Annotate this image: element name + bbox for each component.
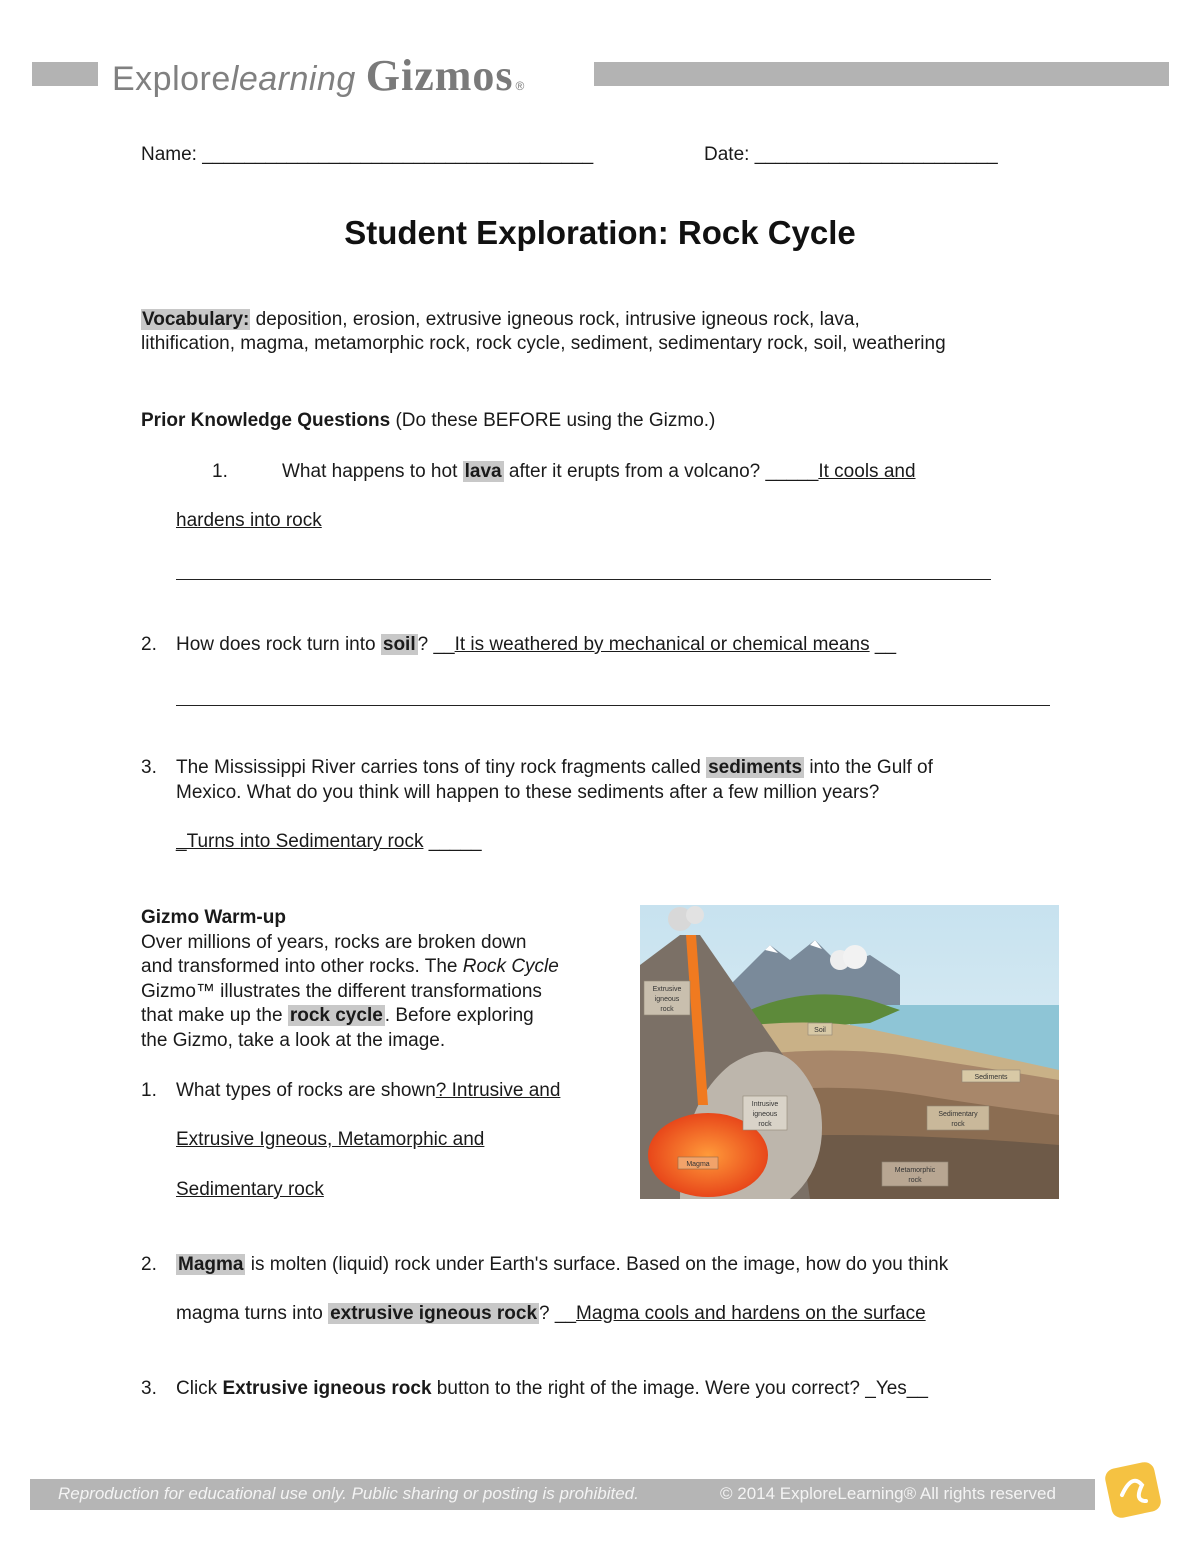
label-sedimentary-2: rock (951, 1121, 965, 1128)
warmup-para-2 (141, 954, 559, 979)
label-sediments-text: Sediments (974, 1074, 1008, 1081)
label-metamorphic-1: Metamorphic (894, 1167, 936, 1174)
prior-knowledge-heading (141, 408, 715, 433)
brand-logo (112, 50, 524, 98)
prior-q2-pre: How does rock turn into (176, 634, 381, 655)
warmup-para-4c: . Before exploring (384, 1005, 534, 1026)
prior-q3-answer[interactable]: _Turns into Sedimentary rock (176, 831, 424, 852)
warmup-para-4b: rock cycle (289, 1005, 383, 1026)
rock-cycle-diagram (640, 905, 1059, 1199)
warmup-q1-answer-2[interactable]: Extrusive Igneous, Metamorphic and (176, 1129, 485, 1150)
brand-gizmos: Gizmos (365, 51, 514, 100)
warmup-q3-bold: Extrusive igneous rock (222, 1378, 432, 1399)
prior-heading-note: (Do these BEFORE using the Gizmo.) (395, 410, 716, 431)
warmup-para-4a: that make up the (141, 1005, 288, 1026)
warmup-q2-number: 2. (141, 1254, 157, 1275)
name-blank[interactable]: _____________________________________ (202, 144, 594, 165)
label-extrusive-1: Extrusive (652, 986, 682, 993)
prior-q3-term: sediments (708, 757, 803, 778)
label-extrusive-2: igneous (654, 996, 680, 1003)
prior-q3-pre: The Mississippi River carries tons of tiny rock fragments called (176, 757, 707, 778)
prior-q3-answer-line (176, 829, 482, 854)
prior-q1-text (282, 459, 916, 484)
date-blank[interactable]: _______________________ (754, 144, 998, 165)
prior-q2-number: 2. (141, 634, 157, 655)
prior-q1-pre: What happens to hot (282, 461, 463, 482)
prior-q3-text-1 (176, 755, 933, 780)
page-title: Student Exploration: Rock Cycle (344, 214, 856, 251)
warmup-q2-term: Magma (178, 1254, 244, 1275)
date-field (704, 142, 998, 167)
name-label: Name: (141, 144, 197, 165)
diagram-cloud (843, 945, 867, 969)
brand-reg: ® (515, 79, 525, 93)
vocabulary-line-1 (141, 307, 860, 332)
warmup-q3-number: 3. (141, 1378, 157, 1399)
warmup-q1-pre: What types of rocks are shown (176, 1080, 436, 1101)
label-soil-text: Soil (814, 1027, 826, 1034)
label-intrusive-1: Intrusive (751, 1101, 779, 1108)
warmup-para-3: Gizmo™ illustrates the different transformations (141, 981, 542, 1002)
vocabulary-terms-2: lithification, magma, metamorphic rock, rock cycle, sediment, sedimentary rock, soil, weathering (141, 333, 946, 354)
prior-q2-text (176, 632, 896, 657)
prior-q3-post: into the Gulf of (804, 757, 933, 778)
prior-q3-number: 3. (141, 757, 157, 778)
warmup-q2-line2-post: ? __ (539, 1303, 577, 1324)
label-extrusive[interactable] (644, 981, 690, 1015)
prior-q1-post: after it erupts from a volcano? _____ (503, 461, 819, 482)
header-bar-left (32, 62, 98, 86)
name-field (141, 142, 593, 167)
warmup-q1-answer-1[interactable]: ? Intrusive and (435, 1080, 561, 1101)
warmup-para-1: Over millions of years, rocks are broken down (141, 932, 527, 953)
prior-q1-answer-2[interactable]: hardens into rock (176, 510, 322, 531)
label-sedimentary[interactable] (927, 1106, 989, 1130)
prior-q1-number: 1. (212, 461, 228, 482)
label-intrusive-3: rock (758, 1121, 772, 1128)
prior-q2-answer[interactable]: It is weathered by mechanical or chemical means (454, 634, 870, 655)
warmup-para-5: the Gizmo, take a look at the image. (141, 1030, 446, 1051)
warmup-q2-line2-pre: magma turns into (176, 1303, 329, 1324)
warmup-q2-text-2 (176, 1301, 926, 1326)
date-label: Date: (704, 144, 750, 165)
label-soil[interactable] (808, 1023, 832, 1035)
warmup-para-2a: and transformed into other rocks. The (141, 956, 463, 977)
prior-q2-term: soil (382, 634, 416, 655)
label-intrusive[interactable] (743, 1096, 787, 1130)
prior-q3-text-2: Mexico. What do you think will happen to these sediments after a few million years? (176, 782, 880, 803)
footer-copyright: © 2014 ExploreLearning® All rights reserved (720, 1484, 1056, 1503)
prior-q2-post: ? __ (417, 634, 455, 655)
prior-q1-answer-1[interactable]: It cools and (818, 461, 916, 482)
vocabulary-terms-1: deposition, erosion, extrusive igneous rock, intrusive igneous rock, lava, (255, 309, 860, 330)
footer-disclaimer: Reproduction for educational use only. Public sharing or posting is prohibited. (58, 1484, 639, 1503)
prior-q3-tail: _____ (423, 831, 482, 852)
label-magma-text: Magma (686, 1161, 710, 1168)
prior-q2-blank-line[interactable] (176, 705, 1050, 706)
warmup-q1-number: 1. (141, 1080, 157, 1101)
vocabulary-label: Vocabulary: (142, 309, 250, 330)
explorelearning-logo-icon (1098, 1455, 1168, 1525)
warmup-q2-text-1 (176, 1252, 948, 1277)
warmup-q3-post: button to the right of the image. Were you correct? _Yes__ (431, 1378, 928, 1399)
warmup-para-2b: Rock Cycle (462, 956, 559, 977)
label-sediments[interactable] (962, 1070, 1020, 1082)
brand-explore: Explore (112, 60, 231, 98)
label-metamorphic[interactable] (882, 1162, 948, 1186)
label-magma[interactable] (678, 1157, 718, 1169)
label-extrusive-3: rock (660, 1006, 674, 1013)
warmup-q2-post: is molten (liquid) rock under Earth's surface. Based on the image, how do you think (245, 1254, 949, 1275)
label-intrusive-2: igneous (752, 1111, 778, 1118)
prior-q2-tail: __ (869, 634, 897, 655)
label-metamorphic-2: rock (908, 1177, 922, 1184)
diagram-smoke (686, 906, 704, 924)
warmup-para-4 (141, 1003, 534, 1028)
warmup-q1-answer-3[interactable]: Sedimentary rock (176, 1179, 324, 1200)
warmup-q2-answer[interactable]: Magma cools and hardens on the surface (576, 1303, 926, 1324)
label-sedimentary-1: Sedimentary (938, 1111, 978, 1118)
prior-q1-term: lava (464, 461, 502, 482)
warmup-q3-pre: Click (176, 1378, 223, 1399)
prior-q1-blank-line[interactable] (176, 579, 991, 580)
brand-learning: learning (230, 60, 356, 98)
warmup-q2-term2: extrusive igneous rock (330, 1303, 538, 1324)
prior-heading-text: Prior Knowledge Questions (141, 410, 391, 431)
warmup-q3-text (176, 1376, 928, 1401)
warmup-q1-text (176, 1078, 560, 1103)
warmup-heading: Gizmo Warm-up (141, 907, 286, 928)
header-bar-right (594, 62, 1169, 86)
